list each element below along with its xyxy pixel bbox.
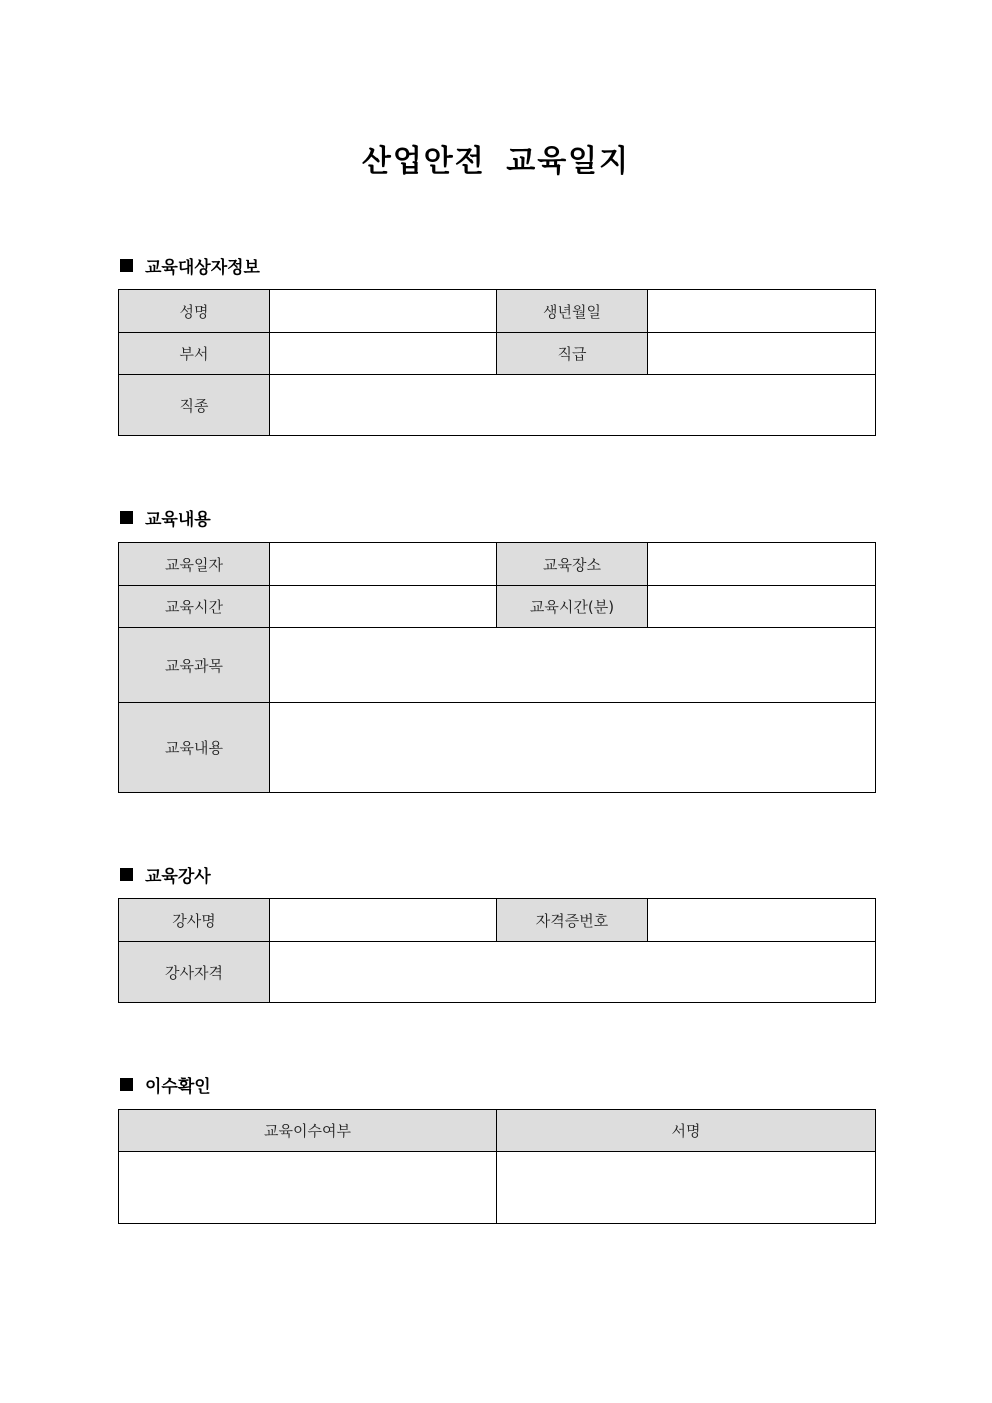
table-row: [119, 290, 876, 333]
field-license-number[interactable]: [648, 899, 876, 942]
section-heading-text: 이수확인: [145, 1076, 211, 1097]
section-heading-text: 교육대상자정보: [145, 257, 260, 278]
square-bullet-icon: [120, 259, 133, 272]
section-heading-instructor: [120, 862, 211, 886]
square-bullet-icon: [120, 868, 133, 881]
field-training-details[interactable]: [270, 703, 876, 793]
label-position: 직급: [497, 333, 648, 375]
table-row: [119, 333, 876, 375]
label-training-place: 교육장소: [497, 543, 648, 586]
field-instructor-name[interactable]: [270, 899, 497, 942]
label-completion-status: 교육이수여부: [119, 1110, 497, 1152]
field-signature[interactable]: [497, 1152, 876, 1224]
field-position[interactable]: [648, 333, 876, 375]
section-heading-completion: [120, 1072, 211, 1096]
label-instructor-qualification: 강사자격: [119, 942, 270, 1003]
label-signature: 서명: [497, 1110, 876, 1152]
table-row: [119, 628, 876, 703]
field-training-minutes[interactable]: [648, 586, 876, 628]
field-completion-status[interactable]: [119, 1152, 497, 1224]
field-instructor-qualification[interactable]: [270, 942, 876, 1003]
square-bullet-icon: [120, 1078, 133, 1091]
table-row: [119, 703, 876, 793]
completion-table: [118, 1109, 876, 1224]
table-row: [119, 375, 876, 436]
section-heading-trainee: [120, 253, 260, 277]
label-name: 성명: [119, 290, 270, 333]
label-instructor-name: 강사명: [119, 899, 270, 942]
trainee-info-table: [118, 289, 876, 436]
field-training-place[interactable]: [648, 543, 876, 586]
table-row: [119, 899, 876, 942]
field-department[interactable]: [270, 333, 497, 375]
table-row: [119, 586, 876, 628]
field-birthdate[interactable]: [648, 290, 876, 333]
field-training-time[interactable]: [270, 586, 497, 628]
label-training-date: 교육일자: [119, 543, 270, 586]
label-training-subject: 교육과목: [119, 628, 270, 703]
table-row: [119, 543, 876, 586]
table-row: [119, 1152, 876, 1224]
document-title: 산업안전 교육일지: [361, 144, 631, 179]
section-heading-text: 교육강사: [145, 866, 211, 887]
label-birthdate: 생년월일: [497, 290, 648, 333]
table-row: [119, 942, 876, 1003]
field-name[interactable]: [270, 290, 497, 333]
section-heading-content: [120, 505, 211, 529]
field-training-subject[interactable]: [270, 628, 876, 703]
label-training-minutes: 교육시간(분): [497, 586, 648, 628]
label-training-time: 교육시간: [119, 586, 270, 628]
label-training-details: 교육내용: [119, 703, 270, 793]
label-license-number: 자격증번호: [497, 899, 648, 942]
section-heading-text: 교육내용: [145, 509, 211, 530]
label-department: 부서: [119, 333, 270, 375]
label-job-type: 직종: [119, 375, 270, 436]
field-job-type[interactable]: [270, 375, 876, 436]
training-content-table: [118, 542, 876, 793]
table-row: [119, 1110, 876, 1152]
field-training-date[interactable]: [270, 543, 497, 586]
instructor-table: [118, 898, 876, 1003]
square-bullet-icon: [120, 511, 133, 524]
